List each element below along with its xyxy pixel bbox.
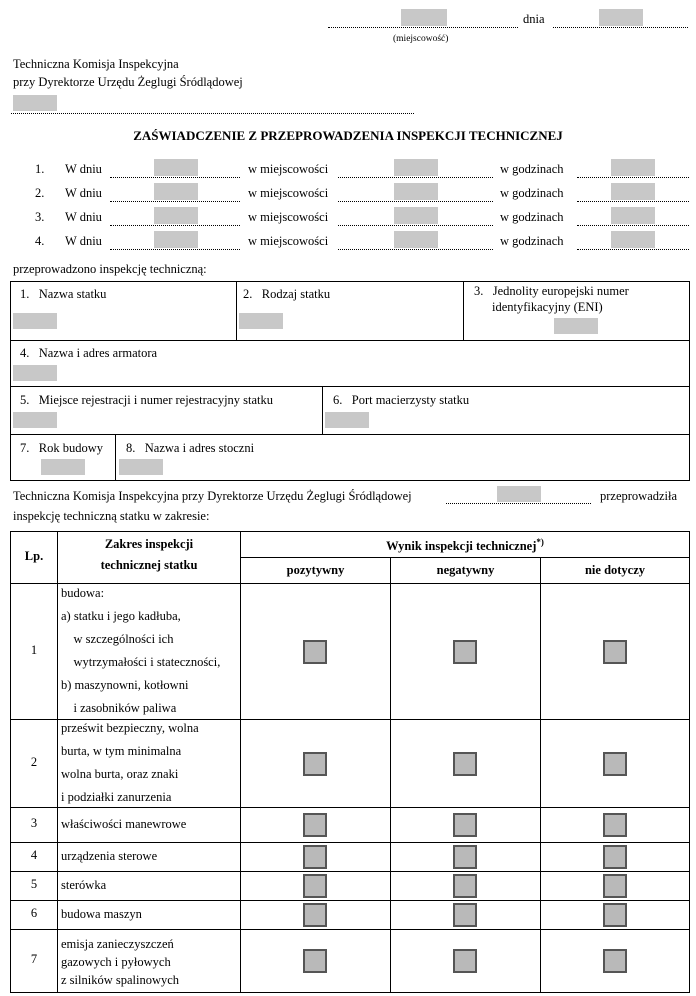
date-row-1-w-godzinach: w godzinach <box>500 162 564 176</box>
row-6-negatywny-checkbox[interactable] <box>453 903 477 927</box>
row-4-nie-dotyczy-checkbox[interactable] <box>603 845 627 869</box>
date-row-2-date-field[interactable] <box>110 201 240 202</box>
place-redacted <box>401 9 447 26</box>
home-port-redacted <box>325 412 369 428</box>
row-2-pozytywny-checkbox[interactable] <box>303 752 327 776</box>
eni-label-1: 3. Jednolity europejski numer <box>474 284 629 298</box>
conducted-label: przeprowadzono inspekcję techniczną: <box>13 262 207 276</box>
date-row-4-place-field[interactable] <box>338 249 493 250</box>
row-1-col-2 <box>57 583 241 720</box>
row-1-scope-line: budowa: <box>61 585 105 600</box>
row-6-lp: 6 <box>30 906 38 920</box>
row-6-nie-dotyczy-checkbox[interactable] <box>603 903 627 927</box>
row-7-scope-line: gazowych i pyłowych <box>61 955 171 969</box>
date-row-1-date-field[interactable] <box>110 177 240 178</box>
row-4-scope-line: urządzenia sterowe <box>61 848 158 863</box>
vessel-type-redacted <box>239 313 283 329</box>
header-zakres-cell <box>57 531 241 584</box>
date-row-3-w-godzinach: w godzinach <box>500 210 564 224</box>
date-row-2-w-dniu: W dniu <box>65 186 102 200</box>
date-row-4-date-redacted <box>154 231 198 248</box>
date-row-4-hours-field[interactable] <box>577 249 689 250</box>
row-2-scope-line: burta, w tym minimalna <box>61 743 182 758</box>
row-1-scope-line: b) maszynowni, kotłowni <box>61 677 189 692</box>
header-wynik <box>241 537 689 554</box>
row-1-nie-dotyczy-checkbox[interactable] <box>603 640 627 664</box>
registration-redacted <box>13 412 57 428</box>
date-row-2-date-redacted <box>154 183 198 200</box>
shipyard-label: 8. Nazwa i adres stoczni <box>126 441 255 455</box>
date-row-3-place-redacted <box>394 207 438 224</box>
date-row-2-place-redacted <box>394 183 438 200</box>
row-3-lp: 3 <box>30 816 38 830</box>
scope-line2: inspekcję techniczną statku w zakresie: <box>13 509 210 523</box>
vessel-name-label: 1. Nazwa statku <box>20 287 107 301</box>
row-6-pozytywny-checkbox[interactable] <box>303 903 327 927</box>
row-3-pozytywny-checkbox[interactable] <box>303 813 327 837</box>
date-row-2-hours-redacted <box>611 183 655 200</box>
commission-line1: Techniczna Komisja Inspekcyjna <box>13 57 179 71</box>
owner-label: 4. Nazwa i adres armatora <box>20 346 158 360</box>
date-row-4-place-redacted <box>394 231 438 248</box>
vessel-name-redacted <box>13 313 57 329</box>
miejscowosc-caption: (miejscowość) <box>393 34 449 44</box>
eni-redacted <box>554 318 598 334</box>
scope-line1: Techniczna Komisja Inspekcyjna przy Dyrektorze Urzędu Żeglugi Śródlądowej <box>13 489 412 503</box>
date-row-2-place-field[interactable] <box>338 201 493 202</box>
row-1-negatywny-checkbox[interactable] <box>453 640 477 664</box>
date-row-2-num: 2. <box>35 186 45 200</box>
header-pozytywny-cell <box>240 557 391 584</box>
date-row-4-date-field[interactable] <box>110 249 240 250</box>
row-3-negatywny-checkbox[interactable] <box>453 813 477 837</box>
date-row-1-hours-field[interactable] <box>577 177 689 178</box>
commission-field[interactable] <box>11 113 414 114</box>
date-row-1-hours-redacted <box>611 159 655 176</box>
vessel-cell-1 <box>10 281 237 341</box>
header-wynik-text: Wynik inspekcji technicznej <box>386 539 537 554</box>
scope-redacted <box>497 486 541 502</box>
date-row-1-place-redacted <box>394 159 438 176</box>
row-7-nie-dotyczy-checkbox[interactable] <box>603 949 627 973</box>
shipyard-redacted <box>119 459 163 475</box>
date-row-1-date-redacted <box>154 159 198 176</box>
date-row-3-hours-field[interactable] <box>577 225 689 226</box>
date-row-3-num: 3. <box>35 210 45 224</box>
registration-label: 5. Miejsce rejestracji i numer rejestracyjny statku <box>20 393 274 407</box>
row-2-scope-line: i podziałki zanurzenia <box>61 789 172 804</box>
date-row-4-num: 4. <box>35 234 45 248</box>
row-1-scope-line: w szczególności ich <box>61 631 174 646</box>
commission-line2: przy Dyrektorze Urzędu Żeglugi Śródlądowej <box>13 75 243 89</box>
row-2-nie-dotyczy-checkbox[interactable] <box>603 752 627 776</box>
place-field[interactable] <box>328 27 518 28</box>
row-3-nie-dotyczy-checkbox[interactable] <box>603 813 627 837</box>
vessel-cell-8 <box>115 434 690 481</box>
row-5-nie-dotyczy-checkbox[interactable] <box>603 874 627 898</box>
date-row-4-w-godzinach: w godzinach <box>500 234 564 248</box>
row-4-lp: 4 <box>30 848 38 862</box>
home-port-label: 6. Port macierzysty statku <box>333 393 470 407</box>
build-year-label: 7. Rok budowy <box>20 441 103 455</box>
date-row-1-num: 1. <box>35 162 45 176</box>
header-wynik-sup: *) <box>536 537 544 547</box>
vessel-type-label: 2. Rodzaj statku <box>243 287 331 301</box>
header-nie-dotyczy: nie dotyczy <box>584 563 646 577</box>
row-1-lp: 1 <box>30 642 38 657</box>
header-lp-cell <box>10 531 58 584</box>
date-redacted <box>599 9 643 26</box>
row-7-scope-line: emisja zanieczyszczeń <box>61 937 174 951</box>
scope-field[interactable] <box>446 503 591 504</box>
row-7-negatywny-checkbox[interactable] <box>453 949 477 973</box>
header-nie-dotyczy-cell <box>540 557 690 584</box>
header-negatywny-cell <box>390 557 541 584</box>
row-7-scope-line: z silników spalinowych <box>61 973 180 987</box>
date-row-3-hours-redacted <box>611 207 655 224</box>
header-wynik-cell <box>240 531 690 558</box>
row-5-negatywny-checkbox[interactable] <box>453 874 477 898</box>
dnia-label: dnia <box>523 12 545 26</box>
row-2-lp: 2 <box>30 754 38 769</box>
eni-label-2: identyfikacyjny (ENI) <box>492 300 603 314</box>
date-row-4-hours-redacted <box>611 231 655 248</box>
commission-redacted <box>13 95 57 111</box>
date-row-4-w-miejscowosci: w miejscowości <box>248 234 329 248</box>
header-zakres-2: technicznej statku <box>100 558 198 572</box>
date-row-3-w-miejscowosci: w miejscowości <box>248 210 329 224</box>
date-row-1-w-dniu: W dniu <box>65 162 102 176</box>
build-year-redacted <box>41 459 85 475</box>
date-row-2-hours-field[interactable] <box>577 201 689 202</box>
owner-redacted <box>13 365 57 381</box>
row-2-scope-line: wolna burta, oraz znaki <box>61 766 179 781</box>
page-title: ZAŚWIADCZENIE Z PRZEPROWADZENIA INSPEKCJI TECHNICZNEJ <box>133 128 563 143</box>
row-7-pozytywny-checkbox[interactable] <box>303 949 327 973</box>
date-row-3-date-field[interactable] <box>110 225 240 226</box>
row-3-scope-line: właściwości manewrowe <box>61 816 187 831</box>
date-row-3-place-field[interactable] <box>338 225 493 226</box>
row-1-scope-line: a) statku i jego kadłuba, <box>61 608 181 623</box>
vessel-cell-2 <box>236 281 464 341</box>
date-field[interactable] <box>553 27 688 28</box>
date-row-1-w-miejscowosci: w miejscowości <box>248 162 329 176</box>
scope-line1-end: przeprowadziła <box>600 489 678 503</box>
header-lp: Lp. <box>24 549 44 563</box>
row-5-lp: 5 <box>30 877 38 891</box>
header-negatywny: negatywny <box>436 563 495 577</box>
date-row-3-date-redacted <box>154 207 198 224</box>
row-5-pozytywny-checkbox[interactable] <box>303 874 327 898</box>
date-row-4-w-dniu: W dniu <box>65 234 102 248</box>
header-pozytywny: pozytywny <box>286 563 345 577</box>
date-row-2-w-godzinach: w godzinach <box>500 186 564 200</box>
header-zakres-1: Zakres inspekcji <box>104 537 194 551</box>
row-4-pozytywny-checkbox[interactable] <box>303 845 327 869</box>
row-6-scope-line: budowa maszyn <box>61 906 142 921</box>
vessel-cell-4 <box>10 340 690 387</box>
row-2-negatywny-checkbox[interactable] <box>453 752 477 776</box>
row-7-lp: 7 <box>30 952 38 966</box>
vessel-cell-6 <box>322 386 690 435</box>
row-5-scope-line: sterówka <box>61 877 107 892</box>
row-2-scope-line: prześwit bezpieczny, wolna <box>61 720 199 735</box>
row-1-pozytywny-checkbox[interactable] <box>303 640 327 664</box>
row-1-scope-line: i zasobników paliwa <box>61 700 177 715</box>
date-row-2-w-miejscowosci: w miejscowości <box>248 186 329 200</box>
date-row-1-place-field[interactable] <box>338 177 493 178</box>
date-row-3-w-dniu: W dniu <box>65 210 102 224</box>
row-4-negatywny-checkbox[interactable] <box>453 845 477 869</box>
row-1-scope-line: wytrzymałości i stateczności, <box>61 654 221 669</box>
